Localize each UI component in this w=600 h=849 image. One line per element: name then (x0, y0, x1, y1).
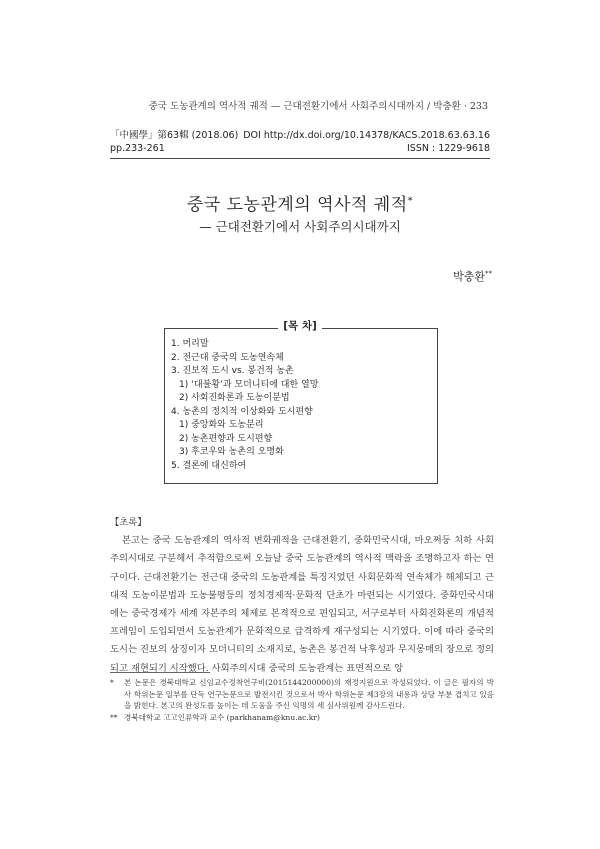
paper-title: 중국 도농관계의 역사적 궤적* (186, 195, 414, 215)
toc-subitem: 1) 중앙화와 도농분리 (179, 420, 264, 430)
doi: DOI http://dx.doi.org/10.14378/KACS.2018.63.63.16 (243, 130, 490, 141)
toc-item: 1. 머리말 (171, 339, 209, 349)
footnote (110, 677, 494, 712)
toc-item: 5. 결론에 대신하여 (171, 460, 247, 471)
footnotes (110, 677, 494, 723)
abstract-label: 【초록】 (110, 517, 147, 528)
footnote (110, 712, 494, 724)
toc-subitem: 2) 농촌편향과 도시편향 (179, 433, 273, 444)
footnote-mark: * (110, 678, 114, 687)
toc-item: 2. 전근대 중국의 도농연속체 (171, 352, 284, 363)
toc-heading: [목 차] (0, 318, 600, 333)
toc-subitem: 3) 후코우와 농촌의 오명화 (179, 447, 284, 457)
running-header: 중국 도농관계의 역사적 궤적 — 근대전환기에서 사회주의시대까지 / 박충환 · 233 (148, 101, 488, 112)
author-name: 박충환** (453, 269, 492, 283)
issn: ISSN : 1229-9618 (407, 143, 490, 154)
author-footnote-mark: ** (485, 269, 492, 278)
publication-info (110, 129, 490, 155)
title-footnote-mark: * (407, 195, 414, 207)
page-range: pp.233-261 (110, 143, 165, 154)
table-of-contents (171, 338, 431, 473)
footnote-divider (110, 672, 210, 673)
header-divider (110, 158, 490, 159)
toc-item: 4. 농촌의 정치적 이상화와 도시편향 (171, 406, 313, 417)
abstract-text: 본고는 중국 도농관계의 역사적 변화궤적을 근대전환기, 중화민국시대, 마오쩌둥 치하 사회주의시대로 구분해서 추적함으로써 오늘날 중국 도농관계의 역사적 맥락을 조명하고자 하는 연구이다. 근대전환기는 전근대 중국의 도농관계를 특징지었던 사회문화적 연속체가 해체되고 근대적 도농이분법과 도농불평등의 정치경제적·문화적 단초가 마련되는 시기였다. 중화민국시대에는 중국경제가 세계 자본주의 체제로 본격적으로 편입되고, 서구로부터 사회진화론의 개념적 프레임이 도입되면서 도농관계가 문화적으로 급격하게 재구성되는 시기였다. 이에 따라 중국의 도시는 진보의 상징이자 모더니티의 소재지로, 농촌은 봉건적 낙후성과 무지몽매의 장으로 정의되고 재현되기 시작했다. 사회주의시대 중국의 도농관계는 표면적으로 앙 (110, 535, 494, 674)
toc-subitem: 1) ‘대불황’과 모더니티에 대한 열망 (179, 379, 319, 390)
footnote-text: 본 논문은 경북대학교 신임교수정착연구비(2015144200000)의 재정지원으로 작성되었다. 이 글은 필자의 박사 학위논문 일부를 단독 연구논문으로 발전시킨 것으로서 박사 학위논문 제3장의 내용과 상당 부분 겹치고 있음을 밝힌다. 본고의 완성도를 높이는 데 도움을 주신 익명의 세 심사위원께 감사드린다. (124, 678, 494, 710)
abstract (110, 514, 494, 678)
paper-subtitle: — 근대전환기에서 사회주의시대까지 (199, 219, 401, 234)
footnote-mark: ** (110, 712, 118, 722)
footnote-text: 경북대학교 고고인류학과 교수 (parkhanam@knu.ac.kr) (124, 712, 321, 722)
toc-subitem: 2) 사회진화론과 도농이분법 (179, 393, 290, 403)
journal-issue: 「中國學」第63輯 (2018.06) (110, 130, 239, 141)
toc-item: 3. 진보적 도시 vs. 봉건적 농촌 (171, 366, 294, 376)
